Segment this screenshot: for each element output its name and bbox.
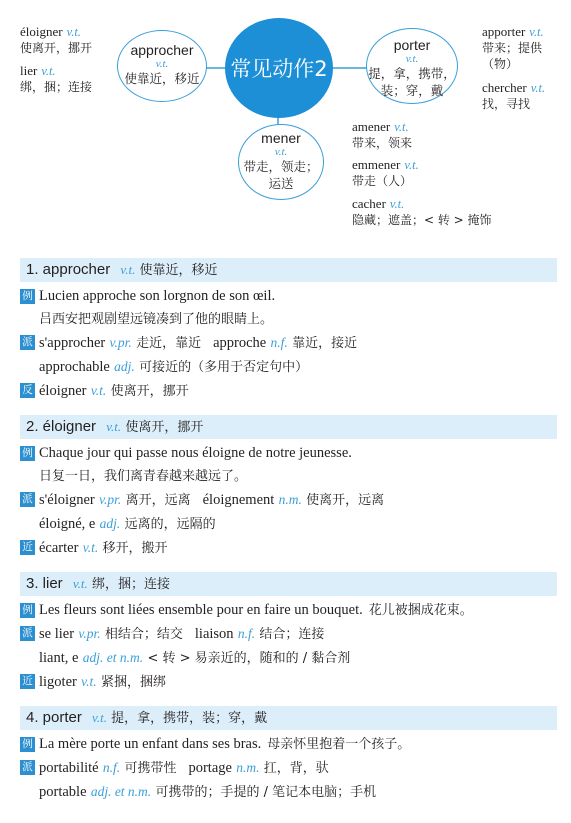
derived-word: s'approcher [39,335,106,351]
derived-meaning: < 转 > 易亲近的，随和的 / 黏合剂 [147,651,351,666]
approcher-meaning: 使靠近，移近 [124,71,200,86]
mener-meaning-2: 运送 [268,176,294,191]
entry-headword: 4. porter [26,709,82,726]
derived-word: éloignement [202,492,275,508]
bubble-porter [366,28,458,104]
antonym-tag: 反 [20,383,35,398]
synonym-line [20,536,557,560]
entry-meaning: 绑，捆；连接 [91,577,170,592]
derived-pos: v.pr. [99,492,122,507]
derived-meaning: 相结合；结交 [104,627,183,642]
derived-meaning: 走近，靠近 [136,336,202,351]
entry-pos: v.t. [106,419,122,434]
derived-pos: v.pr. [78,626,101,641]
porter-meaning-2: 装；穿，戴 [380,83,444,98]
lier-pos: v.t. [41,64,56,78]
bubble-mener [238,124,324,200]
eloigner-meaning: 使离开，挪开 [20,41,93,55]
derived-meaning: 可接近的（多用于否定句中） [139,360,309,375]
derived-tag: 派 [20,492,35,507]
entry-pos: v.t. [120,262,136,277]
derived-pos: n.f. [237,626,256,641]
derived-word: approchable [39,359,110,375]
derived-pos: n.m. [278,492,302,507]
derived-pos: adj. [114,359,135,374]
example-zh: 日复一日，我们离青春越来越远了。 [39,469,248,484]
entry-meaning: 使离开，挪开 [125,420,204,435]
derived-word: se lier [39,626,75,642]
derived-tag: 派 [20,760,35,775]
porter-meaning-1: 提，拿，携带， [368,66,456,81]
chercher-pos: v.t. [530,81,546,95]
side-cacher [352,196,492,228]
derived-word: s'éloigner [39,492,95,508]
emmener-meaning: 带走（人） [352,174,413,188]
chercher-word: chercher [482,80,527,95]
derived-meaning: 可携带性 [124,761,177,776]
example-fr: Lucien approche son lorgnon de son œil. [39,288,276,304]
porter-pos: v.t. [405,53,419,65]
antonym-meaning: 使离开，挪开 [110,384,189,399]
derived-pos: n.f. [270,335,288,350]
derived-word: éloigné, e [39,516,96,532]
example-translation-line [20,308,557,331]
derived-line-2 [20,646,557,670]
entry-heading [20,706,557,730]
derived-word: liaison [194,626,234,642]
chercher-meaning: 找，寻找 [482,97,531,111]
derived-line [20,756,557,780]
derived-word: liant, e [39,650,79,666]
synonym-line [20,670,557,694]
synonym-word: ligoter [39,674,77,690]
antonym-pos: v.t. [90,383,107,398]
cacher-word: cacher [352,196,386,211]
side-amener [352,119,412,151]
example-zh: 母亲怀里抱着一个孩子。 [267,737,411,752]
antonym-word: éloigner [39,383,87,399]
derived-pos: n.f. [102,760,121,775]
derived-line [20,488,557,512]
derived-meaning: 可携带的；手提的 / 笔记本电脑；手机 [155,785,377,800]
emmener-pos: v.t. [404,158,419,172]
derived-meaning: 扛，背，驮 [263,761,329,776]
mener-meaning-1: 带走，领走； [243,159,319,174]
apporter-word: apporter [482,24,526,39]
approcher-word: approcher [130,42,194,58]
amener-word: amener [352,119,391,134]
example-line [20,733,557,756]
entry-eloigner [20,415,557,560]
derived-pos: adj. et n.m. [90,784,152,799]
derived-word: portabilité [39,760,99,776]
synonym-tag: 近 [20,674,35,689]
entry-headword: 3. lier [26,575,63,592]
amener-pos: v.t. [394,120,409,134]
side-chercher [482,80,545,112]
derived-tag: 派 [20,335,35,350]
derived-pos: adj. et n.m. [82,650,144,665]
bubble-approcher [117,30,207,102]
derived-pos: n.m. [236,760,260,775]
center-topic: 常见动作2 [225,18,333,118]
derived-meaning: 靠近，接近 [292,336,358,351]
synonym-pos: v.t. [82,540,99,555]
mener-word: mener [261,130,301,146]
side-lier [20,63,92,95]
synonym-tag: 近 [20,540,35,555]
synonym-word: écarter [39,540,79,556]
entry-headword: 2. éloigner [26,418,97,435]
emmener-word: emmener [352,157,401,172]
example-tag: 例 [20,289,35,304]
entry-headword: 1. approcher [26,261,111,278]
example-fr: Chaque jour qui passe nous éloigne de notre jeunesse. [39,445,352,461]
example-fr: La mère porte un enfant dans ses bras. [39,736,262,752]
derived-line-2 [20,512,557,536]
porter-word: porter [393,37,431,53]
derived-meaning: 结合；连接 [259,627,325,642]
example-tag: 例 [20,446,35,461]
side-emmener [352,157,419,189]
approcher-pos: v.t. [155,58,169,70]
entry-meaning: 提，拿，携带，装；穿，戴 [111,711,268,726]
example-line [20,285,557,308]
derived-word: portable [39,784,87,800]
entry-pos: v.t. [72,576,88,591]
entry-meaning: 使靠近，移近 [139,263,218,278]
entry-heading [20,258,557,282]
mind-map [0,0,571,235]
side-apporter [482,24,544,72]
derived-line-2 [20,355,557,379]
derived-line [20,331,557,355]
entry-approcher [20,258,557,403]
eloigner-word: éloigner [20,24,63,39]
apporter-pos: v.t. [529,25,544,39]
antonym-line [20,379,557,403]
example-translation-line [20,465,557,488]
apporter-meaning-1: 带来；提供 [482,41,543,55]
example-zh: 吕西安把观剧望远镜凑到了他的眼睛上。 [39,312,274,327]
derived-meaning: 离开，远离 [125,493,191,508]
example-tag: 例 [20,603,35,618]
example-tag: 例 [20,737,35,752]
synonym-pos: v.t. [81,674,97,689]
entry-pos: v.t. [92,710,107,725]
cacher-pos: v.t. [389,197,405,211]
eloigner-pos: v.t. [66,25,81,39]
derived-word: portage [188,760,232,776]
derived-pos: adj. [99,516,121,531]
derived-line-2 [20,780,557,804]
apporter-meaning-2: （物） [482,57,519,71]
entry-heading [20,572,557,596]
derived-meaning: 使离开，远离 [306,493,385,508]
entry-heading [20,415,557,439]
synonym-meaning: 紧捆，捆绑 [100,675,166,690]
example-zh: 花儿被捆成花束。 [368,603,473,618]
lier-word: lier [20,63,38,78]
derived-word: approche [213,335,267,351]
derived-line [20,622,557,646]
entry-porter [20,706,557,804]
mener-pos: v.t. [274,146,288,158]
example-line [20,599,557,622]
example-fr: Les fleurs sont liées ensemble pour en faire un bouquet. [39,602,363,618]
cacher-meaning: 隐藏；遮盖；< 转 > 掩饰 [352,213,492,227]
derived-tag: 派 [20,626,35,641]
derived-meaning: 远离的，远隔的 [124,517,216,532]
derived-pos: v.pr. [109,335,132,350]
entry-lier [20,572,557,694]
lier-meaning: 绑，捆；连接 [20,80,93,94]
side-eloigner [20,24,92,56]
example-line [20,442,557,465]
amener-meaning: 带来，领来 [352,136,413,150]
synonym-meaning: 移开，搬开 [102,541,168,556]
